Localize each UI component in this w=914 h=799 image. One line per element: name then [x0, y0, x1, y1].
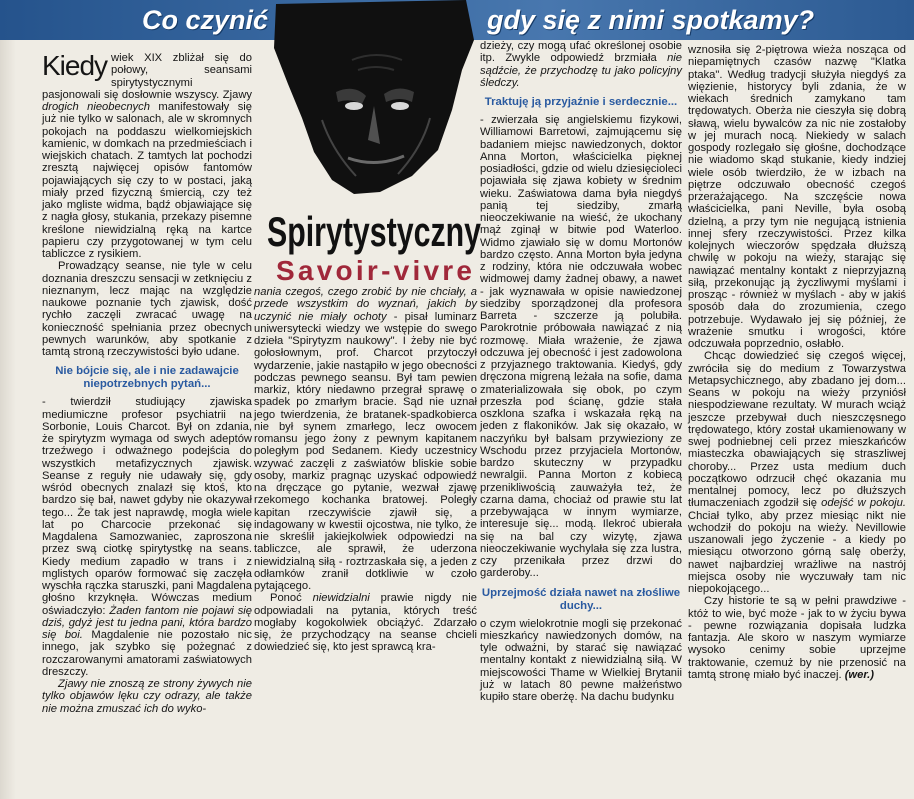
headline-word1: Spirytystyczny — [267, 208, 482, 255]
header-title-right: gdy się z nimi spotkamy? — [487, 5, 815, 35]
article-column-1 — [42, 52, 252, 715]
paragraph: Prowadzący seanse, nie tyle w celu doznania dreszczu sensacji w zetknięciu z nieznanym, lecz mając na względzie naukowe poznanie tych zjawisk, dość rychło zaczęli zwracać uwagę na konieczność spełniania przez obecnych pewnych warunków, aby spotkanie z tamtą stroną rzeczywistości było udane. — [42, 260, 252, 358]
paragraph: Kiedy wiek XIX zbliżał się do połowy, seansami spirytystycznymi pasjonowali się dosłownie wszyscy. Zjawy drogich nieobecnych manifestowały się już nie tylko w salonach, ale w skromnych pokojach na poddaszu wielkomiejskich kamienic, w domkach na przedmieściach i wiejskich chatach. Z tamtych lat pochodzi zresztą najwięcej opisów fantomów pojawiających się czy to w postaci, jaką miały przed fizyczną śmiercią, czy też jako mgliste widma, bądź objawiające się z nagła głosy, stukania, przekazy pisemne kreślone niewidzialną ręką na kartce papieru czy przygotowanej w tym celu tabliczce z rysikiem. — [42, 50, 252, 260]
subheading: Uprzejmość działa nawet na złośliwe duchy... — [481, 586, 681, 612]
paragraph: dzieży, czy mogą ufać określonej osobie itp. Zwykle odpowiedź brzmiała nie sądźcie, że przychodzę tu jako policyjny śledczy. — [480, 40, 682, 89]
paragraph: wznosiła się 2-piętrowa wieża nosząca od niepamiętnych czasów nazwę "Klatka ptaka". Według tradycji służyła niegdyś za więzienie, historycy byli zdania, że w wiekach średnich zamykano tam trędowatych. Oberża nie cieszyła się dobrą sławą, wielu bywalców za nic nie zostałoby w jej murach nocą. Niekiedy w salach gospody rozlegało się głośne, dochodzące nie wiadomo skąd stukanie, kiedy indziej wiele osób twierdziło, że w izbach na piętrze odczuwało obecność czegoś przerażającego. Na szczęście nowa właścicielka, pani Neville, była osobą dzielną, a przy tym nie negującą istnienia innej sfery rzeczywistości. Przez kilka kolejnych wieczorów spędzała dłuższą chwilę w pokoju na wieży, starając się nawiązać mentalny kontakt z nieprzyjazną siłą, przekonując ją życzliwymi myślami i prosząc - również w myślach - aby w jakiś sposób dała do zrozumienia, czego potrzebuje. Wydawało jej się później, że wrażenie smutku i wrogości, które odczuwała poprzednio, osłabło. — [688, 44, 906, 350]
paragraph: - twierdził studiujący zjawiska mediumiczne profesor psychiatrii na Sorbonie, Louis Charcot. Był on zdania, że spirytyzm wymaga od swych adeptów trzeźwego i odważnego podejścia do wszystkich metafizycznych zjawisk. Seanse z reguły nie udawały się, gdy wśród obecnych znalazł się ktoś, kto bardzo się bał, nawet gdyby nie okazywał tego... Że tak jest naprawdę, mogła wiele lat po Charcocie przekonać się Magdalena Samozwaniec, zaproszona przez swą ciotkę spirytystkę na seans. Kiedy medium zapadło w trans i z mglistych oparów formować się zaczęła wyschła rączka staruszki, pani Magdalena głośno krzyknęła. Wówczas medium oświadczyło: Żaden fantom nie pojawi się dziś, gdyż jest tu jedna pani, która bardzo się boi. Magdalenie nie pozostało nic innego, jak szybko się pożegnać z rozczarowanymi amatorami zaświatowych dreszczy. — [42, 396, 253, 678]
paragraph: nania czegoś, czego zrobić by nie chciały, a przede wszystkim do wyznań, jakich by uczynić nie miały ochoty - pisał luminarz uniwersytecki wiedzy we wstępie do swego dzieła "Spirytyzm naukowy". I żeby nie być gołosłownym, prof. Charcot przytoczył wydarzenie, jakie nastąpiło w jego obecności podczas pewnego seansu. Był tam pewien markiz, który niedawno przegrał sprawę o spadek po zmarłym bracie. Sąd nie uznał jego twierdzenia, że bratanek-spadkobierca nie był synem zmarłego, lecz owocem romansu jego żony z pewnym kapitanem poległym pod Sedanem. Kiedy uczestnicy wzywać zaczęli z zaświatów bliskie sobie osoby, markiz pragnąc uzyskać odpowiedź na dręczące go pytanie, wezwał zjawę rzekomego kochanka bratowej. Poległy kapitan rzeczywiście zjawił się, a indagowany w kwestii ojcostwa, nie tylko, że nie skreślił jakiejkolwiek odpowiedzi na tabliczce, ale sprawił, że uderzona niewidzialną siłą - roztrzaskała się, a jeden z odłamków zranił dotkliwie w czoło pytającego. — [254, 286, 477, 592]
paragraph: Chcąc dowiedzieć się czegoś więcej, zwróciła się do medium z Towarzystwa Metapsychicznego, aby zbadano jej dom... Seans w pokoju na wieży przyniósł niespodziewane rezultaty. W murach wciąż jeszcze przebywał duch nieszczęsnego trędowatego, który został ukamienowany w swej podniebnej celi przez mieszkańców miasteczka obawiających się straszliwej choroby... Przez usta medium duch początkowo odrzucił chęć okazania mu mentalnej pomocy, lecz po dłuższych tłumaczeniach zgodził się odejść w pokoju. Chciał tylko, aby przez miesiąc nikt nie wchodził do pokoju na wieży. Nevillowie uszanowali jego życzenie - a kiedy po miesiącu otworzono górną salę oberży, nawet najbardziej wrażliwe na nastrój miejsca osoby nie wyczuwały tam nic niepokojącego... — [688, 350, 906, 595]
header-title-left: Co czynić — [142, 5, 269, 35]
subheading: Traktuję ją przyjaźnie i serdecznie... — [484, 96, 678, 108]
headline — [262, 196, 486, 288]
ghost-portrait-illustration — [262, 0, 480, 198]
article-column-4 — [688, 44, 906, 681]
article-column-3 — [480, 40, 682, 703]
paragraph: Zjawy nie znoszą ze strony żywych nie tylko objawów lęku czy odrazy, ale także nie można zmuszać ich do wyko- — [42, 678, 252, 715]
drop-cap: Kiedy — [42, 50, 108, 81]
subheading: Nie bójcie się, ale i nie zadawajcie niepotrzebnych pytań... — [55, 365, 239, 391]
author-signature: (wer.) — [844, 668, 874, 681]
article-column-2 — [254, 286, 477, 654]
paragraph: o czym wielokrotnie mogli się przekonać mieszkańcy nawiedzonych domów, na tyle odważni, by starać się nawiązać mentalny kontakt z niewidzialną siłą. W miejscowości Thame w Wielkiej Brytanii już w latach 80 pewne małżeństwo kupiło stare oberżę. Na dachu budynku — [480, 617, 682, 703]
paragraph: - zwierzała się angielskiemu fizykowi, Williamowi Barretowi, zajmującemu się badaniem miejsc nawiedzonych, doktor Anna Morton, właścicielka pięknej posiadłości, gdzie od wielu dziesięcioleci pojawiała się zjawa kobiety w średnim wieku. Zaświatowa dama była niegdyś panią tej siedziby, zmarłą nieoczekiwanie na wieść, że ukochany mąż zginął w bitwie pod Waterloo. Widmo zjawiało się w domu Mortonów bardzo często. Anna Morton była jedyna z rodziny, która nie odczuwała wobec widmowej damy żadnej obawy, a nawet - jak wyznawała w opisie nawiedzonej siedziby sporządzonej dla profesora Barreta - szczerze ją polubiła. Parokrotnie próbowała nawiązać z nią rozmowę. Miała wrażenie, że zjawa odczuwa jej obecność i jest zadowolona z przyjaznego traktowania. Kiedyś, gdy dręczona migreną leżała na sofie, dama zmaterializowała się obok, po czym przeszła pod ścianę, gdzie stała oszklona szafka i wskazała ręką na jeden z flakoników. Jak się okazało, w naczyńku był balsam przywieziony ze Wschodu przez przyjaciela Mortonów, bardzo skuteczny w przypadku newralgii. Panna Morton z kobiecą przenikliwością zauważyła też, że czarna dama, chociaż od prawie stu lat przebywająca w innym wymiarze, interesuje się... modą. Ilekroć ubierała się na bal czy wizytę, zjawa nieoczekiwanie wychylała się zza lustra, czy przenikała przez drzwi do garderoby... — [480, 114, 682, 580]
paragraph: Czy historie te są w pełni prawdziwe - któż to wie, być może - jak to w życiu bywa - pewne rozwiązania dopisała ludzka fantazja. Ale skoro w naszym wymiarze wysoko cenimy sobie uprzejme traktowanie, czemuż by nie przenosić na tamtą stronę miało być inaczej. (wer.) — [688, 595, 906, 681]
page-gutter-shadow — [0, 40, 16, 799]
paragraph: Ponoć niewidzialni prawie nigdy nie odpowiadali na pytania, których treść mogłaby kogokolwiek obciążyć. Zdarzało się, że przychodzący na seanse chcieli dowiedzieć się, kto jest sprawcą kra- — [254, 592, 477, 654]
headline-word2: Savoir-vivre — [276, 255, 472, 286]
